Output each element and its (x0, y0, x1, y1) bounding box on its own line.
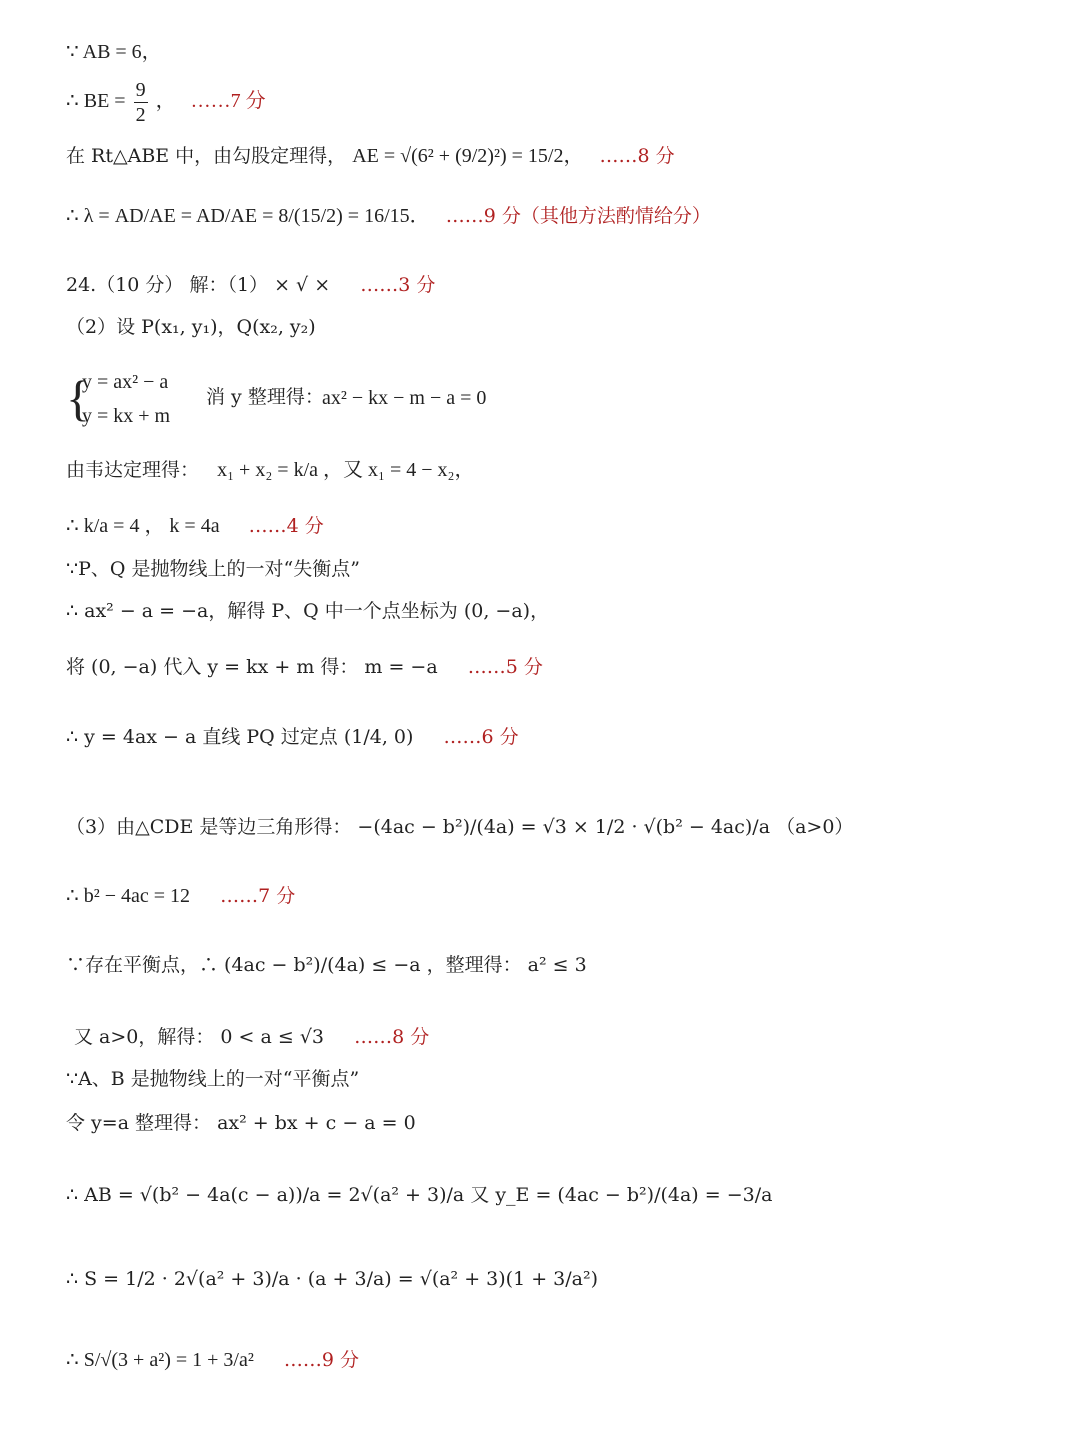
substitute-text: 将 (0, −a) 代入 y = kx + m 得： m = −a (66, 656, 438, 678)
line-substitute (66, 658, 543, 677)
score-9-a: ……9 分（其他方法酌情给分） (445, 205, 711, 227)
line-fixed-point (66, 728, 519, 747)
system-text: 消 y 整理得： (206, 386, 324, 408)
score-7-a: ……7 分 (190, 90, 266, 113)
line-q24-part1 (66, 276, 435, 295)
k-value-math: ∴ k/a = 4 ， k = 4a (66, 515, 220, 537)
line-area-s: ∴ S = 1/2 · 2√(a² + 3)/a · (a + 3/a) = √(a² + 3)(1 + 3/a²) (66, 1268, 599, 1290)
final-ratio-math: ∴ S/√(3 + a²) = 1 + 3/a² (66, 1349, 254, 1371)
pythagoras-text: 在 Rt△ABE 中，由勾股定理得， (66, 145, 347, 167)
line-final-ratio (66, 1350, 359, 1370)
lambda-math: ∴ λ = AD/AE = AD/AE = 8/(15/2) = 16/15． (66, 205, 430, 227)
score-9-b: ……9 分 (283, 1349, 360, 1371)
discriminant-math: ∴ b² − 4ac = 12 (66, 885, 191, 907)
line-be-value (66, 80, 266, 125)
score-8-b: ……8 分 (354, 1026, 430, 1048)
line-set-pq: （2）设 P(x₁, y₁)，Q(x₂, y₂) (66, 316, 316, 338)
q24-heading: 24.（10 分） 解：（1） × √ × (66, 274, 331, 296)
line-k-value (66, 516, 324, 536)
line-balance-exists: ∵存在平衡点，∴ (4ac − b²)/(4a) ≤ −a ，整理得： a² ≤ 3 (66, 954, 587, 976)
a-range-text: 又 a>0，解得： 0 < a ≤ √3 (74, 1026, 325, 1048)
line-discriminant (66, 886, 295, 906)
line-a-range (74, 1028, 429, 1047)
line-balance-points: ∵A、B 是抛物线上的一对“平衡点” (66, 1068, 360, 1090)
vieta-math: x₁ + x₂ = k/a ，又 x₁ = 4 − x₂， (217, 459, 475, 481)
score-6: ……6 分 (443, 726, 519, 748)
system-brace: { (66, 370, 90, 426)
pythagoras-math: AE = √(6² + (9/2)²) = 15/2， (352, 145, 584, 167)
system-eq1: y = ax² − a (82, 371, 169, 393)
line-equilateral: （3）由△CDE 是等边三角形得： −(4ac − b²)/(4a) = √3 × 1/2 · √(b² − 4ac)/a （a>0） (66, 816, 854, 838)
system-result: ax² − kx − m − a = 0 (322, 387, 487, 409)
be-fraction (134, 80, 148, 125)
line-ab-equals-6: ∵ AB = 6， (66, 41, 162, 63)
vieta-text: 由韦达定理得： (66, 459, 200, 481)
be-fraction-denominator: 2 (135, 104, 146, 126)
line-imbalance-points: ∵P、Q 是抛物线上的一对“失衡点” (66, 558, 360, 580)
be-fraction-numerator: 9 (135, 79, 146, 101)
line-pythagoras (66, 146, 675, 166)
score-4: ……4 分 (248, 515, 324, 537)
line-solve-point: ∴ ax² − a = −a，解得 P、Q 中一个点坐标为 (0, −a)， (66, 600, 550, 622)
line-ab-length: ∴ AB = √(b² − 4a(c − a))/a = 2√(a² + 3)/a 又 y_E = (4ac − b²)/(4a) = −3/a (66, 1184, 773, 1206)
line-let-y-equals-a: 令 y=a 整理得： ax² + bx + c − a = 0 (66, 1112, 416, 1134)
score-3: ……3 分 (360, 274, 436, 296)
be-prefix: ∴ BE = (66, 90, 131, 113)
score-7-b: ……7 分 (220, 885, 296, 907)
score-8-a: ……8 分 (599, 145, 675, 167)
line-lambda (66, 206, 711, 226)
score-5: ……5 分 (467, 656, 543, 678)
system-eq2: y = kx + m (82, 405, 171, 427)
be-suffix: ， (155, 90, 176, 113)
line-vieta (66, 460, 475, 480)
fixed-point-text: ∴ y = 4ax − a 直线 PQ 过定点 (1/4, 0) (66, 726, 414, 748)
